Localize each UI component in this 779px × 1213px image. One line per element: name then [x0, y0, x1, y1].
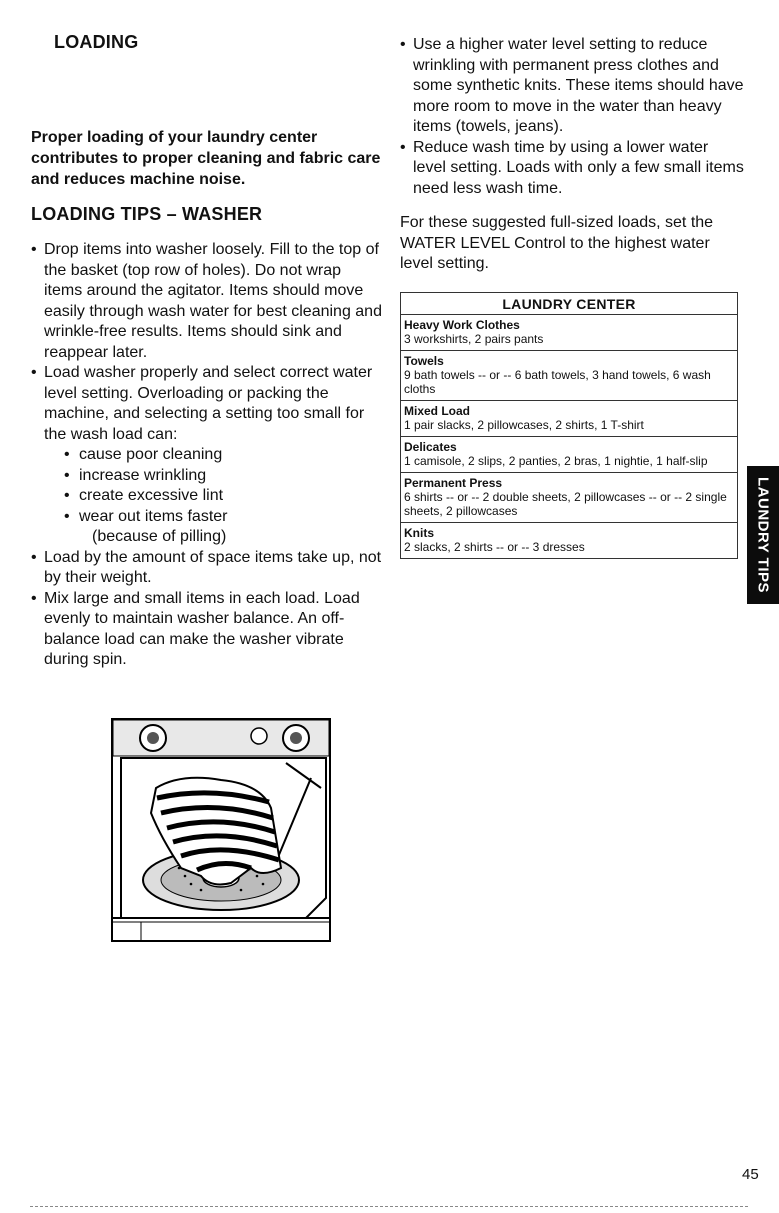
- load-category: Mixed Load: [404, 404, 471, 418]
- load-items: 2 slacks, 2 shirts -- or -- 3 dresses: [404, 540, 585, 554]
- tip-text: Use a higher water level setting to reduce wrinkling with permanent press clothes and some synthetic knits. These items should have more room to move in the water than heavy items (towels, jeans).: [413, 36, 744, 135]
- side-tab-label: LAUNDRY TIPS: [754, 476, 772, 594]
- tip-item: [31, 363, 383, 548]
- table-row: [401, 473, 737, 523]
- table-row: [401, 437, 737, 473]
- load-items: 1 camisole, 2 slips, 2 panties, 2 bras, 1 nightie, 1 half-slip: [404, 454, 708, 468]
- load-category: Towels: [404, 354, 444, 368]
- laundry-center-table: [400, 292, 738, 559]
- load-category: Knits: [404, 526, 434, 540]
- sub-tip-item: • wear out items faster: [64, 507, 383, 528]
- section-side-tab: [747, 466, 779, 604]
- sub-tip-note: (because of pilling): [92, 528, 227, 545]
- table-title: LAUNDRY CENTER: [502, 296, 636, 312]
- suggested-loads-table: [401, 293, 737, 558]
- load-category: Delicates: [404, 440, 457, 454]
- tip-text: Load by the amount of space items take up, not by their weight.: [44, 548, 382, 586]
- load-category: Heavy Work Clothes: [404, 318, 520, 332]
- sub-tip-item: • increase wrinkling: [64, 466, 383, 487]
- page-heading: LOADING: [54, 32, 139, 52]
- suggested-loads-paragraph: For these suggested full-sized loads, set the WATER LEVEL Control to the highest water level setting.: [400, 214, 714, 272]
- sub-tip-item: • create excessive lint: [64, 486, 383, 507]
- sub-tip-item: • cause poor cleaning: [64, 445, 383, 466]
- tip-item: [31, 240, 383, 363]
- table-row: [401, 401, 737, 437]
- tip-text: Mix large and small items in each load. Load evenly to maintain washer balance. An off-balance load can make the washer vibrate during spin.: [44, 589, 360, 668]
- load-category: Permanent Press: [404, 476, 503, 490]
- table-row: [401, 523, 737, 559]
- washer-tips-list: [31, 240, 383, 671]
- table-row: [401, 351, 737, 401]
- page-number: 45: [742, 1166, 759, 1183]
- loading-tips-heading: LOADING TIPS – WASHER: [31, 204, 263, 224]
- load-items: 1 pair slacks, 2 pillowcases, 2 shirts, 1 T-shirt: [404, 418, 644, 432]
- load-items: 9 bath towels -- or -- 6 bath towels, 3 hand towels, 6 wash cloths: [404, 368, 711, 396]
- tip-item: [400, 138, 745, 200]
- table-row: [401, 315, 737, 351]
- load-items: 6 shirts -- or -- 2 double sheets, 2 pillowcases -- or -- 2 single sheets, 2 pillowcases: [404, 490, 727, 518]
- bottom-divider: [30, 1206, 748, 1207]
- tip-item: [400, 35, 745, 138]
- tip-text: Reduce wash time by using a lower water level setting. Loads with only a few small items need less wash time.: [413, 138, 744, 197]
- tip-text: Load washer properly and select correct water level setting. Overloading or packing the machine, and selecting a setting too small for the wash load can:: [44, 364, 373, 443]
- tip-item: [31, 589, 383, 671]
- load-items: 3 workshirts, 2 pairs pants: [404, 332, 544, 346]
- intro-paragraph: Proper loading of your laundry center contributes to proper cleaning and fabric care and reduces machine noise.: [31, 129, 381, 188]
- washer-loading-illustration: [111, 718, 331, 942]
- tip-text: Drop items into washer loosely. Fill to the top of the basket (top row of holes). Do not wrap items around the agitator. Items should move easily through wash water for best cleaning and wrinkle-free results. Items should sink and reappear later.: [44, 241, 382, 361]
- washer-tips-list-continued: [400, 35, 745, 199]
- overload-effects-list: [44, 445, 383, 527]
- tip-item: [31, 548, 383, 589]
- dial-icon: [251, 728, 267, 744]
